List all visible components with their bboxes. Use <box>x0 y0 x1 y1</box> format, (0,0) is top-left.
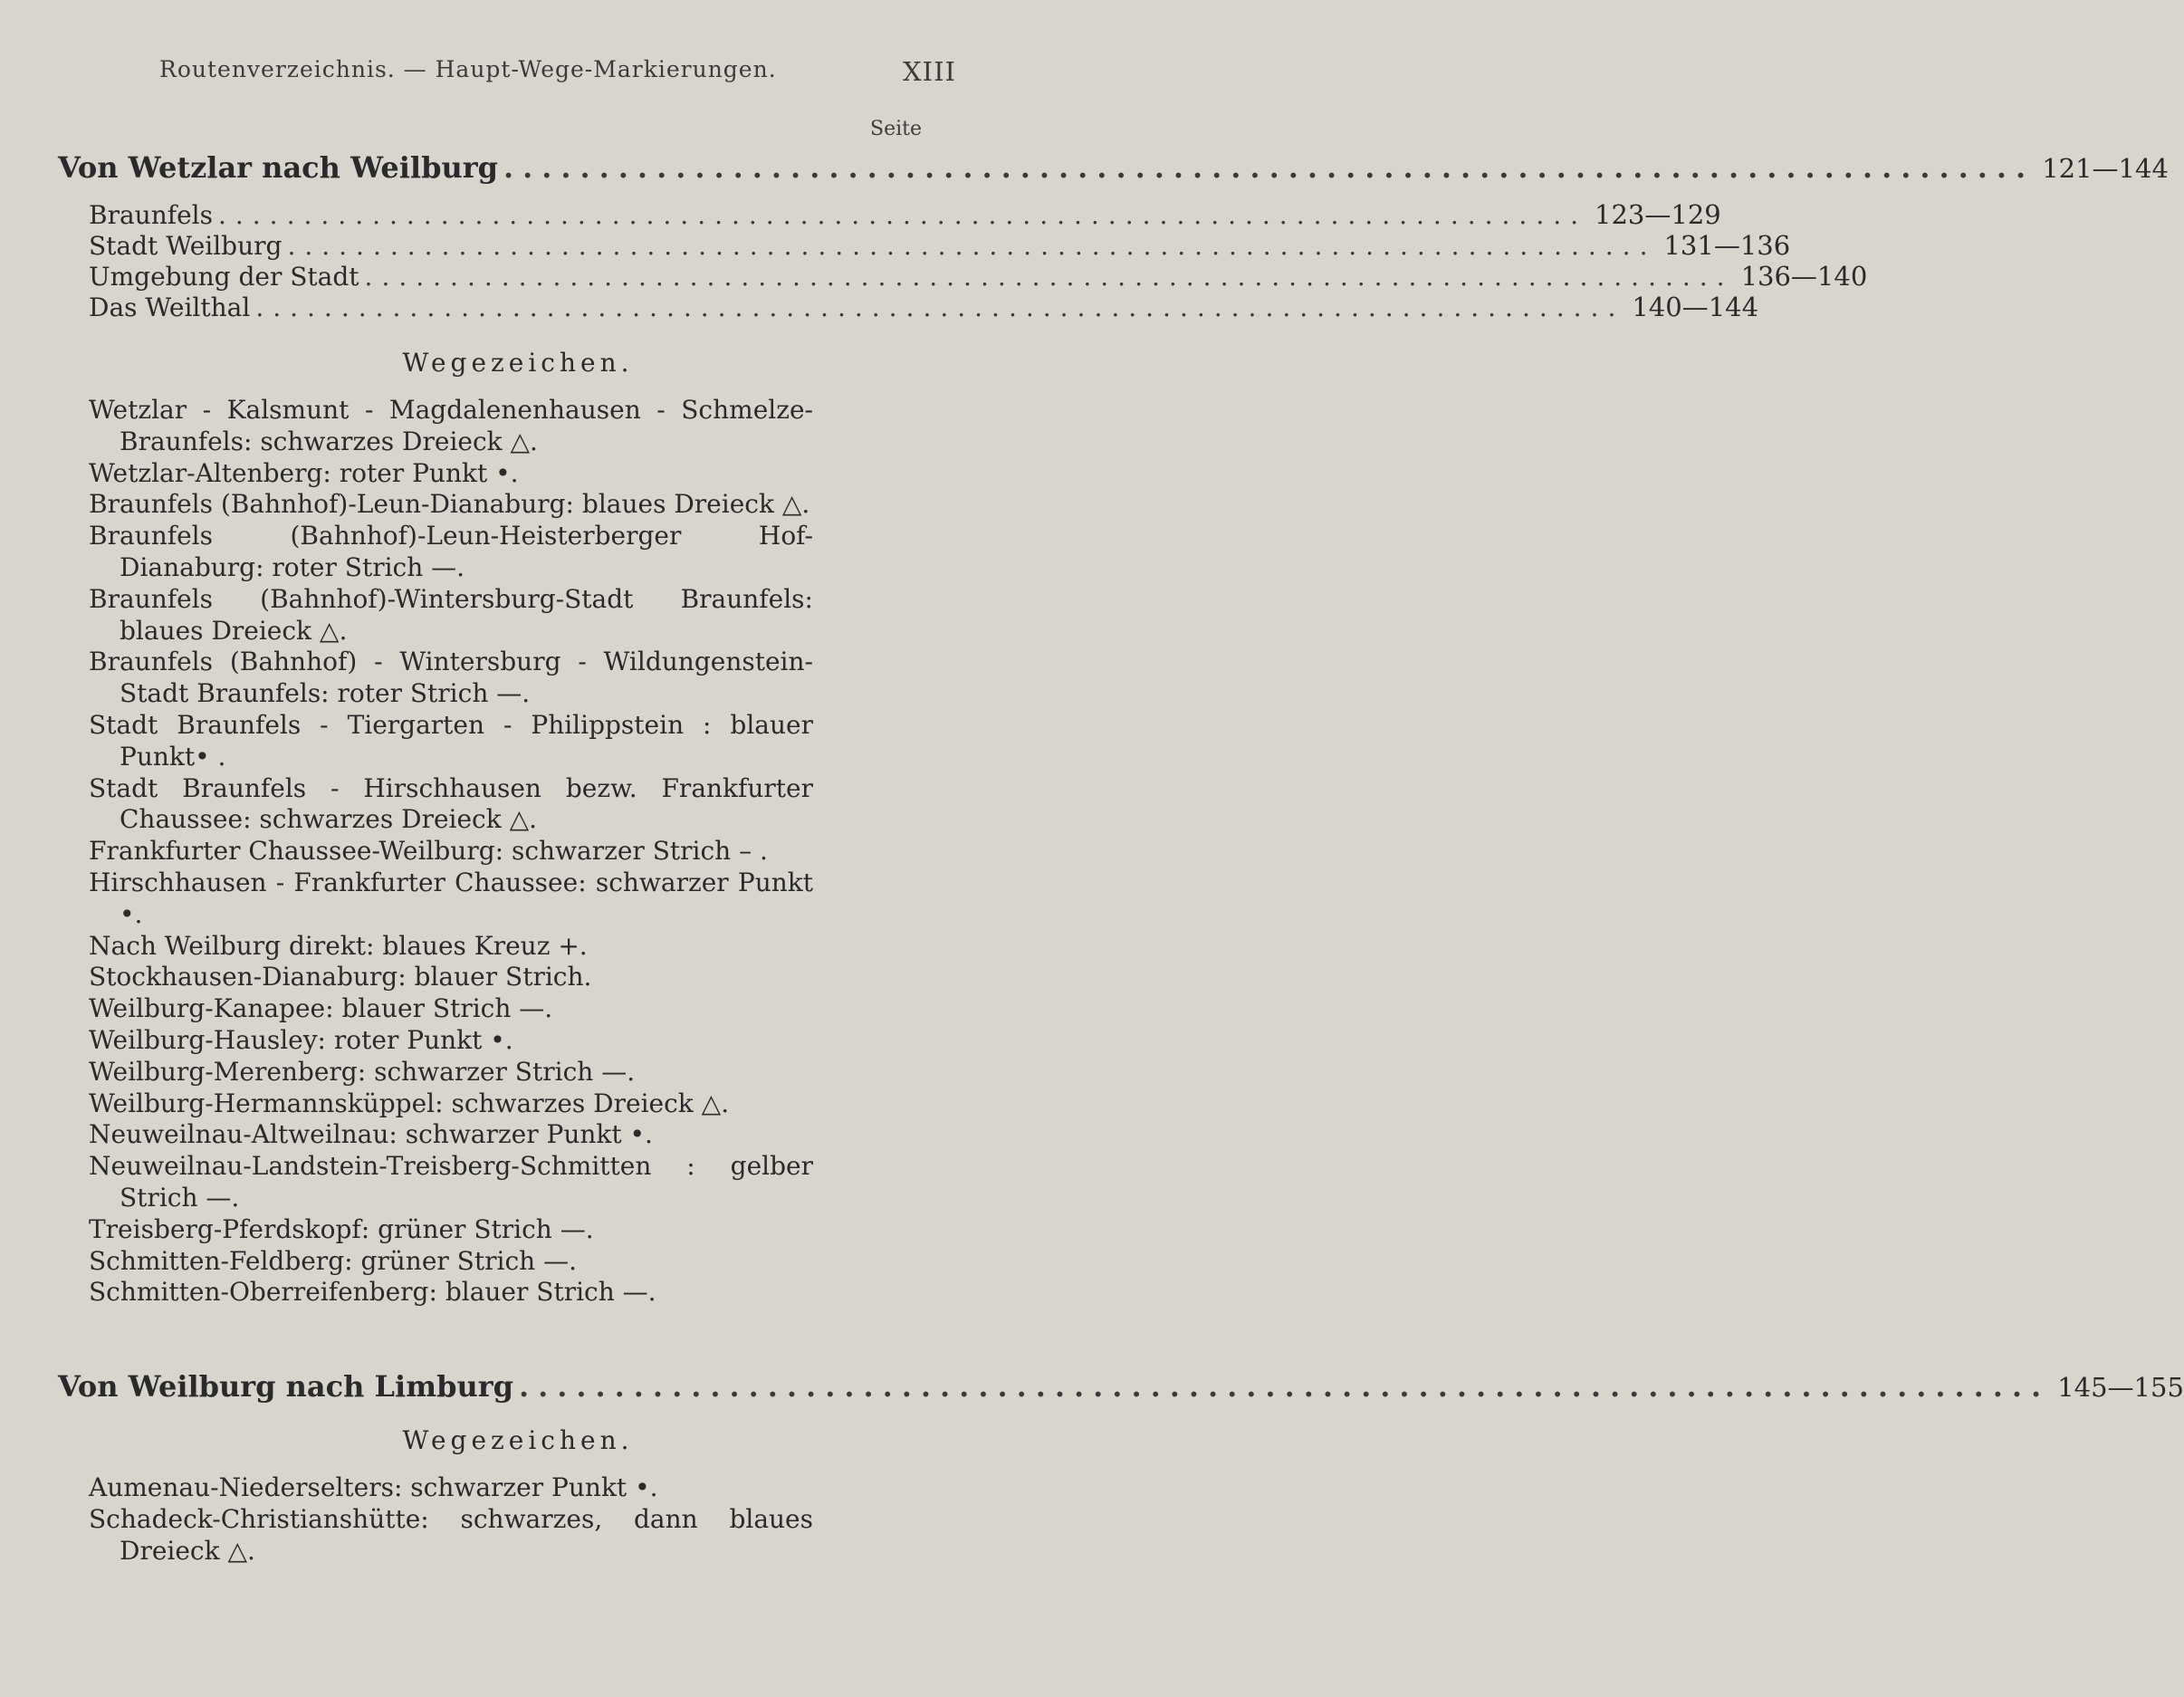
toc-entry-pages: 131—136 <box>1663 230 1791 261</box>
list-item: Braunfels (Bahnhof) - Wintersburg - Wildungenstein-Stadt Braunfels: roter Strich —. <box>89 647 813 709</box>
section-pages: 145—155 <box>2057 1372 2184 1403</box>
list-item: Schmitten-Feldberg: grüner Strich —. <box>89 1245 577 1276</box>
wegezeichen-list <box>89 395 813 1309</box>
leader-dots: ................................................................................ <box>217 200 1588 230</box>
section-title: Von Weilburg nach Limburg <box>58 1369 513 1404</box>
toc-entry-stadt-weilburg <box>89 230 1791 261</box>
toc-entry-label: Das Weilthal <box>89 292 251 322</box>
toc-entry-pages: 140—144 <box>1632 292 1759 322</box>
section-heading-wetzlar-weilburg <box>58 150 2169 185</box>
leader-dots: ................................................................................ <box>518 1369 2051 1404</box>
toc-entry-label: Umgebung der Stadt <box>89 262 359 292</box>
list-item: Braunfels (Bahnhof)-Wintersburg-Stadt Braunfels: blaues Dreieck △. <box>89 583 813 646</box>
seite-column-label: Seite <box>870 118 922 140</box>
toc-entry-pages: 136—140 <box>1740 261 1868 292</box>
toc-entry-umgebung <box>89 261 1868 292</box>
list-item: Schmitten-Oberreifenberg: blauer Strich —. <box>89 1277 656 1308</box>
leader-dots: ................................................................................ <box>287 231 1657 261</box>
toc-entry-label: Stadt Weilburg <box>89 231 283 261</box>
toc-entry-label: Braunfels <box>89 200 213 230</box>
leader-dots: ................................................................................ <box>255 292 1625 322</box>
list-item: Weilburg-Kanapee: blauer Strich —. <box>89 993 553 1024</box>
list-item: Braunfels (Bahnhof)-Leun-Heisterberger Hof-Dianaburg: roter Strich —. <box>89 521 813 582</box>
page-number: XIII <box>902 56 956 87</box>
section-heading-weilburg-limburg <box>58 1369 2184 1404</box>
list-item: Frankfurter Chaussee-Weilburg: schwarzer Strich – . <box>89 836 768 867</box>
list-item: Stadt Braunfels - Tiergarten - Philippstein : blauer Punkt• . <box>89 709 813 772</box>
wegezeichen-list <box>89 1472 813 1567</box>
list-item: Wetzlar-Altenberg: roter Punkt •. <box>89 457 519 488</box>
wegezeichen-heading: Wegezeichen. <box>402 1425 634 1455</box>
list-item: Stadt Braunfels - Hirschhausen bezw. Frankfurter Chaussee: schwarzes Dreieck △. <box>89 772 813 835</box>
leader-dots: ................................................................................ <box>503 150 2036 185</box>
section-title: Von Wetzlar nach Weilburg <box>58 150 498 185</box>
list-item: Neuweilnau-Altweilnau: schwarzer Punkt •. <box>89 1119 653 1150</box>
running-head <box>159 56 956 87</box>
toc-entry-pages: 123—129 <box>1595 199 1721 230</box>
list-item: Weilburg-Hermannsküppel: schwarzes Dreieck △. <box>89 1088 730 1118</box>
list-item: Braunfels (Bahnhof)-Leun-Dianaburg: blaues Dreieck △. <box>89 489 810 520</box>
wegezeichen-heading: Wegezeichen. <box>402 348 634 378</box>
list-item: Aumenau-Niederselters: schwarzer Punkt •. <box>89 1472 658 1502</box>
list-item: Weilburg-Hausley: roter Punkt •. <box>89 1024 513 1055</box>
running-head-title: Routenverzeichnis. — Haupt-Wege-Markierungen. <box>159 56 777 82</box>
list-item: Neuweilnau-Landstein-Treisberg-Schmitten : gelber Strich —. <box>89 1151 813 1213</box>
toc-entry-weilthal <box>89 292 1759 322</box>
toc-entry-braunfels <box>89 199 1721 230</box>
list-item: Weilburg-Merenberg: schwarzer Strich —. <box>89 1056 636 1087</box>
list-item: Treisberg-Pferdskopf: grüner Strich —. <box>89 1213 594 1244</box>
list-item: Hirschhausen - Frankfurter Chaussee: schwarzer Punkt •. <box>89 867 813 929</box>
list-item: Stockhausen-Dianaburg: blauer Strich. <box>89 962 592 992</box>
section-pages: 121—144 <box>2042 153 2169 184</box>
list-item: Wetzlar - Kalsmunt - Magdalenenhausen - Schmelze-Braunfels: schwarzes Dreieck △. <box>89 395 813 456</box>
list-item: Nach Weilburg direkt: blaues Kreuz +. <box>89 930 588 961</box>
list-item: Schadeck-Christianshütte: schwarzes, dann blaues Dreieck △. <box>89 1503 813 1566</box>
leader-dots: ................................................................................ <box>364 262 1734 292</box>
